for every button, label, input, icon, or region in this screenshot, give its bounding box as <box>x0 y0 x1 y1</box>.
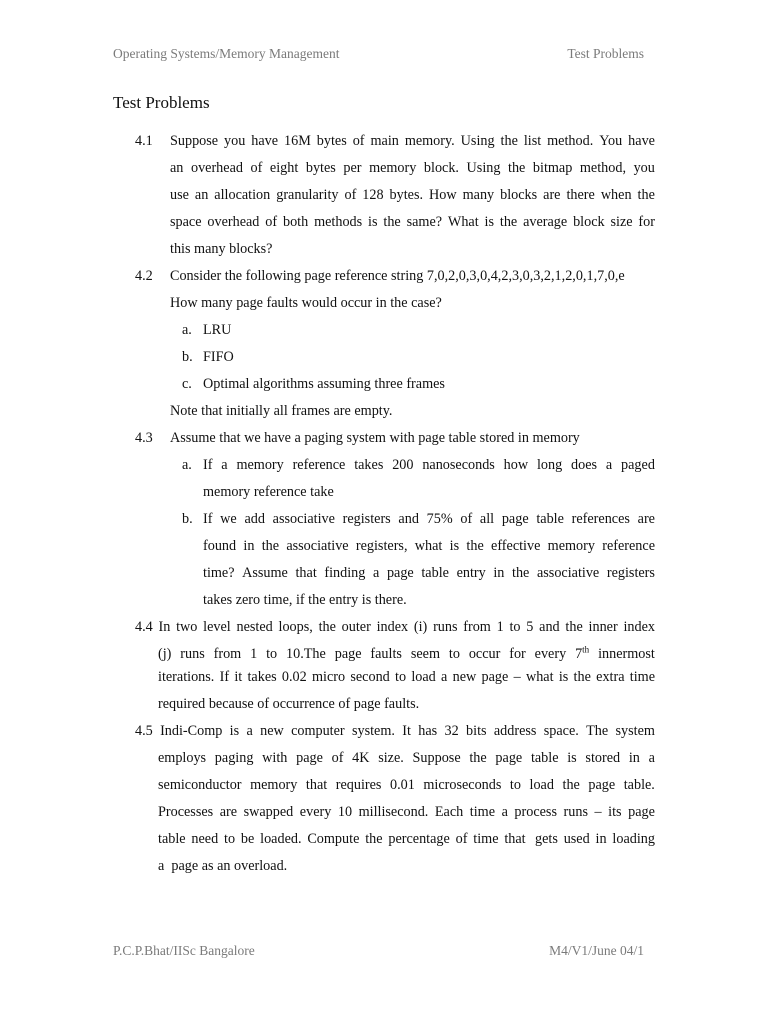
word: load <box>411 669 436 685</box>
word: memory. <box>404 133 455 149</box>
word: employs <box>158 750 207 766</box>
word: to <box>224 831 236 847</box>
word: outer <box>341 619 371 635</box>
word: (j) <box>158 646 172 662</box>
word: are <box>219 804 238 820</box>
paragraph-line <box>158 645 655 663</box>
word: Indi-Comp <box>160 723 223 739</box>
list-marker: c. <box>182 376 192 392</box>
word: bytes <box>316 133 347 149</box>
word: table <box>421 565 449 581</box>
word: of <box>331 750 344 766</box>
paragraph-line <box>158 749 655 767</box>
word: have <box>251 133 279 149</box>
word: Processes <box>158 804 214 820</box>
word: in <box>493 565 505 581</box>
word: overhead <box>190 160 243 176</box>
page-header <box>113 46 644 62</box>
list-item: Optimal algorithms assuming three frames <box>203 376 445 392</box>
word: of <box>344 187 357 203</box>
word: system <box>615 723 655 739</box>
word: are <box>543 187 561 203</box>
word: a <box>246 723 253 739</box>
word: registers <box>342 511 391 527</box>
word: effective <box>491 538 541 554</box>
word: from <box>213 646 242 662</box>
word: (i) <box>413 619 428 635</box>
word: the <box>562 777 580 793</box>
word: What <box>447 214 479 230</box>
word: time? <box>203 565 235 581</box>
word: takes <box>247 669 277 685</box>
word: requires <box>335 777 382 793</box>
word: when <box>600 187 632 203</box>
paragraph-line <box>170 186 655 204</box>
word: eight <box>269 160 299 176</box>
word: same? <box>406 214 443 230</box>
word: loaded. <box>260 831 302 847</box>
word: granularity <box>276 187 339 203</box>
word: overhead <box>207 214 260 230</box>
word: long <box>536 457 563 473</box>
page-title: Test Problems <box>113 93 210 112</box>
word: finding <box>324 565 366 581</box>
word: innermost <box>598 646 655 662</box>
word: 5 <box>526 619 534 635</box>
word: in <box>243 538 255 554</box>
word: a <box>501 804 508 820</box>
header-left: Operating Systems/Memory Management <box>113 46 340 61</box>
word: registers, <box>355 538 408 554</box>
word: Assume <box>242 565 288 581</box>
footer-left: P.C.P.Bhat/IISc Bangalore <box>113 943 255 958</box>
word: nanoseconds <box>422 457 495 473</box>
word: use <box>170 187 189 203</box>
word: millisecond. <box>358 804 429 820</box>
word: bytes <box>305 160 336 176</box>
word: that <box>295 565 317 581</box>
word: How <box>429 187 457 203</box>
word: entry <box>456 565 486 581</box>
word: If <box>203 511 213 527</box>
paragraph-line <box>135 722 655 740</box>
word: all <box>479 511 495 527</box>
word: add <box>244 511 265 527</box>
word: its <box>608 804 622 820</box>
ordinal <box>575 645 589 663</box>
ordinal-number: 7 <box>575 646 583 662</box>
problem-number: 4.3 <box>135 430 153 446</box>
word: it <box>234 669 243 685</box>
word: space <box>170 214 202 230</box>
word: in <box>628 750 640 766</box>
word: the <box>469 750 487 766</box>
word: associative <box>286 538 349 554</box>
word: have <box>628 133 655 149</box>
word: loading <box>612 831 655 847</box>
word: Each <box>434 804 464 820</box>
paragraph-line: this many blocks? <box>170 241 273 257</box>
paragraph-line: Consider the following page reference string 7,0,2,0,3,0,4,2,3,0,3,2,1,2,0,1,7,0,e <box>170 268 625 284</box>
paragraph-line <box>170 213 655 231</box>
word: 0.02 <box>281 669 307 685</box>
word: reference <box>602 538 655 554</box>
word: methods <box>314 214 363 230</box>
word: has <box>418 723 438 739</box>
word: bitmap <box>532 160 573 176</box>
word: If <box>203 457 213 473</box>
paragraph-line <box>170 132 655 150</box>
word: the <box>261 538 280 554</box>
word: system. <box>351 723 395 739</box>
word: a <box>221 457 228 473</box>
word: a <box>441 669 448 685</box>
word: bits <box>466 723 487 739</box>
list-marker: a. <box>182 322 192 338</box>
word: be <box>240 831 255 847</box>
word: need <box>191 831 219 847</box>
word: the <box>466 538 484 554</box>
word: of <box>455 831 468 847</box>
paragraph-line <box>170 159 655 177</box>
word: Compute <box>307 831 360 847</box>
word: average <box>523 214 568 230</box>
word: what <box>414 538 443 554</box>
paragraph-line: Assume that we have a paging system with page table stored in memory <box>170 430 580 446</box>
word: to <box>395 669 407 685</box>
problem-number: 4.1 <box>135 133 153 149</box>
word: 1 <box>496 619 504 635</box>
word: you <box>224 133 246 149</box>
word: time <box>629 669 655 685</box>
word: is <box>484 214 494 230</box>
word: registers <box>606 565 655 581</box>
word: size <box>610 214 633 230</box>
word: gets <box>531 831 558 847</box>
word: to <box>448 646 460 662</box>
word: that <box>504 831 526 847</box>
list-marker: b. <box>182 511 193 527</box>
word: In <box>158 619 171 635</box>
word: 4.4 <box>135 619 153 635</box>
word: percentage <box>388 831 450 847</box>
word: block. <box>423 160 459 176</box>
word: load <box>529 777 554 793</box>
word: to <box>509 619 521 635</box>
word: It <box>402 723 411 739</box>
word: the <box>499 214 518 230</box>
word: page <box>481 669 509 685</box>
word: page <box>628 804 655 820</box>
word: new <box>260 723 284 739</box>
word: the <box>383 214 401 230</box>
word: what <box>525 669 554 685</box>
word: memory <box>250 777 298 793</box>
word: an <box>194 187 209 203</box>
word: is <box>368 214 378 230</box>
word: stored <box>585 750 621 766</box>
word: extra <box>596 669 625 685</box>
word: from <box>463 619 491 635</box>
word: 32 <box>444 723 459 739</box>
header-right: Test Problems <box>567 46 644 61</box>
word: loops, <box>278 619 313 635</box>
word: 128 <box>362 187 384 203</box>
word: of <box>265 214 278 230</box>
list-item <box>203 537 655 555</box>
word: page <box>588 777 616 793</box>
word: – <box>513 669 521 685</box>
word: process <box>514 804 557 820</box>
word: paged <box>621 457 655 473</box>
word: iterations. <box>158 669 215 685</box>
word: found <box>203 538 237 554</box>
word: index <box>376 619 409 635</box>
word: page <box>495 750 523 766</box>
word: in <box>595 831 607 847</box>
word: is <box>567 750 577 766</box>
word: to <box>509 777 521 793</box>
word: 4.5 <box>135 723 153 739</box>
word: and <box>398 511 419 527</box>
word: address <box>493 723 537 739</box>
word: table <box>536 511 564 527</box>
word: – <box>594 804 602 820</box>
paragraph-line <box>158 830 655 848</box>
list-marker: a. <box>182 457 192 473</box>
word: micro <box>312 669 346 685</box>
word: how <box>503 457 529 473</box>
word: page <box>386 565 414 581</box>
word: page <box>296 750 323 766</box>
word: memory <box>547 538 595 554</box>
problem-number: 4.2 <box>135 268 153 284</box>
word: table. <box>623 777 655 793</box>
word: index <box>623 619 655 635</box>
word: reference <box>292 457 346 473</box>
word: every <box>534 646 567 662</box>
word: two <box>176 619 198 635</box>
word: the <box>573 669 591 685</box>
word: runs <box>433 619 458 635</box>
word: the <box>318 619 336 635</box>
list-marker: b. <box>182 349 193 365</box>
paragraph-line <box>158 668 655 686</box>
word: method. <box>547 133 594 149</box>
word: of <box>250 160 263 176</box>
word: time <box>469 804 496 820</box>
list-item: takes zero time, if the entry is there. <box>203 592 407 608</box>
word: second <box>350 669 390 685</box>
word: Suppose <box>412 750 461 766</box>
word: per <box>343 160 362 176</box>
word: the <box>508 160 526 176</box>
word: references <box>571 511 630 527</box>
word: is <box>449 538 460 554</box>
word: we <box>220 511 237 527</box>
word: a <box>373 565 380 581</box>
word: you <box>633 160 655 176</box>
word: the <box>365 831 383 847</box>
list-item <box>203 564 655 582</box>
word: 16M <box>284 133 311 149</box>
word: 1 <box>250 646 258 662</box>
word: that <box>305 777 328 793</box>
word: is <box>558 669 569 685</box>
word: 10.The <box>286 646 326 662</box>
paragraph-line <box>135 618 655 636</box>
word: for <box>638 214 655 230</box>
paragraph-line: a page as an overload. <box>158 858 288 874</box>
word: You <box>599 133 623 149</box>
word: occur <box>468 646 501 662</box>
word: runs <box>180 646 205 662</box>
word: Using <box>466 160 501 176</box>
word: an <box>170 160 184 176</box>
word: 0.01 <box>389 777 415 793</box>
word: block <box>573 214 605 230</box>
word: are <box>637 511 655 527</box>
word: page <box>501 511 529 527</box>
word: table <box>158 831 186 847</box>
list-item <box>203 510 655 528</box>
word: 10 <box>337 804 353 820</box>
word: computer <box>291 723 345 739</box>
word: Suppose <box>170 133 219 149</box>
word: associative <box>536 565 600 581</box>
list-item: LRU <box>203 322 232 338</box>
word: to <box>266 646 278 662</box>
word: 75% <box>426 511 453 527</box>
list-item <box>203 456 655 474</box>
word: memory <box>236 457 284 473</box>
word: both <box>282 214 309 230</box>
word: a <box>605 457 613 473</box>
paragraph-line <box>158 803 655 821</box>
list-item: FIFO <box>203 349 234 365</box>
word: many <box>462 187 495 203</box>
word: takes <box>354 457 384 473</box>
word: faults <box>370 646 402 662</box>
word: the <box>565 619 583 635</box>
word: nested <box>236 619 273 635</box>
word: for <box>509 646 526 662</box>
page-footer <box>113 943 644 959</box>
word: memory <box>369 160 417 176</box>
word: every <box>299 804 332 820</box>
word: list <box>523 133 542 149</box>
word: a <box>648 750 655 766</box>
word: time <box>473 831 499 847</box>
word: space. <box>543 723 579 739</box>
word: The <box>586 723 609 739</box>
word: blocks <box>500 187 538 203</box>
word: of <box>460 511 473 527</box>
word: bytes. <box>389 187 424 203</box>
word: method, <box>579 160 626 176</box>
word: runs <box>563 804 588 820</box>
word: inner <box>588 619 618 635</box>
word: with <box>262 750 288 766</box>
paragraph-line: How many page faults would occur in the case? <box>170 295 442 311</box>
word: 4K <box>352 750 370 766</box>
word: and <box>539 619 560 635</box>
word: seem <box>410 646 440 662</box>
word: 200 <box>392 457 414 473</box>
word: table <box>530 750 559 766</box>
list-item: memory reference take <box>203 484 334 500</box>
paragraph-line: required because of occurrence of page faults. <box>158 696 420 712</box>
word: of <box>352 133 365 149</box>
word: Using <box>460 133 495 149</box>
word: swapped <box>243 804 294 820</box>
word: used <box>563 831 590 847</box>
word: the <box>500 133 518 149</box>
word: size. <box>378 750 404 766</box>
footer-right: M4/V1/June 04/1 <box>549 943 644 958</box>
word: microseconds <box>423 777 502 793</box>
word: paging <box>214 750 254 766</box>
word: new <box>452 669 477 685</box>
word: the <box>512 565 530 581</box>
word: If <box>219 669 230 685</box>
word: level <box>203 619 231 635</box>
paragraph-line <box>158 776 655 794</box>
word: semiconductor <box>158 777 242 793</box>
word: allocation <box>214 187 271 203</box>
word: is <box>229 723 240 739</box>
word: associative <box>272 511 335 527</box>
word: the <box>637 187 655 203</box>
word: main <box>370 133 399 149</box>
word: there <box>566 187 595 203</box>
ordinal-suffix: th <box>582 644 590 655</box>
word: does <box>571 457 598 473</box>
word: page <box>334 646 362 662</box>
paragraph-line: Note that initially all frames are empty. <box>170 403 393 419</box>
